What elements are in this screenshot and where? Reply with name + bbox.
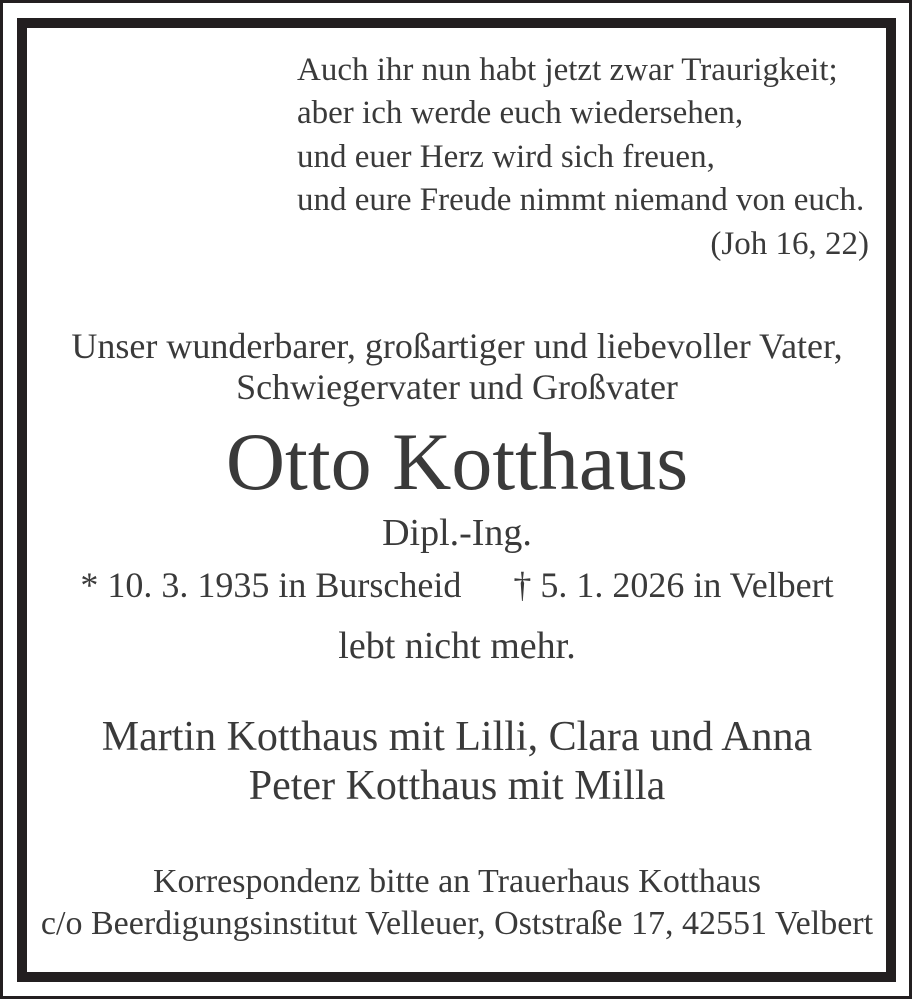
birth-date [80,565,461,605]
quote-line: und eure Freude nimmt niemand von euch. [297,182,865,219]
death-statement: lebt nicht mehr. [338,625,576,667]
quote-citation: (Joh 16, 22) [710,225,869,262]
born-symbol: * [80,565,99,605]
intro-text [28,326,886,408]
death-date-text: 5. 1. 2026 in Velbert [540,565,834,605]
correspondence-line: Korrespondenz bitte an Trauerhaus Kotthaus [152,863,762,900]
mourner-line: Peter Kotthaus mit Milla [248,763,666,809]
quote-line: aber ich werde euch wiedersehen, [297,95,744,132]
deceased-name: Otto Kotthaus [225,416,689,507]
mourner-line: Martin Kotthaus mit Lilli, Clara und Anna [101,714,813,760]
life-dates [28,567,886,603]
correspondence-line: c/o Beerdigungsinstitut Velleuer, Oststraße 17, 42551 Velbert [40,905,874,942]
deceased-title: Dipl.-Ing. [382,512,532,554]
mourners-list [28,713,886,811]
intro-line: Schwiegervater und Großvater [236,367,678,407]
quote-line: und euer Herz wird sich freuen, [297,138,715,175]
scripture-quote [297,49,869,266]
birth-date-text: 10. 3. 1935 in Burscheid [107,565,462,605]
death-date [513,565,833,605]
correspondence-info [28,861,886,945]
died-cross-symbol: † [513,565,532,605]
intro-line: Unser wunderbarer, großartiger und liebevoller Vater, [71,326,843,366]
quote-line: Auch ihr nun habt jetzt zwar Traurigkeit; [297,52,838,88]
